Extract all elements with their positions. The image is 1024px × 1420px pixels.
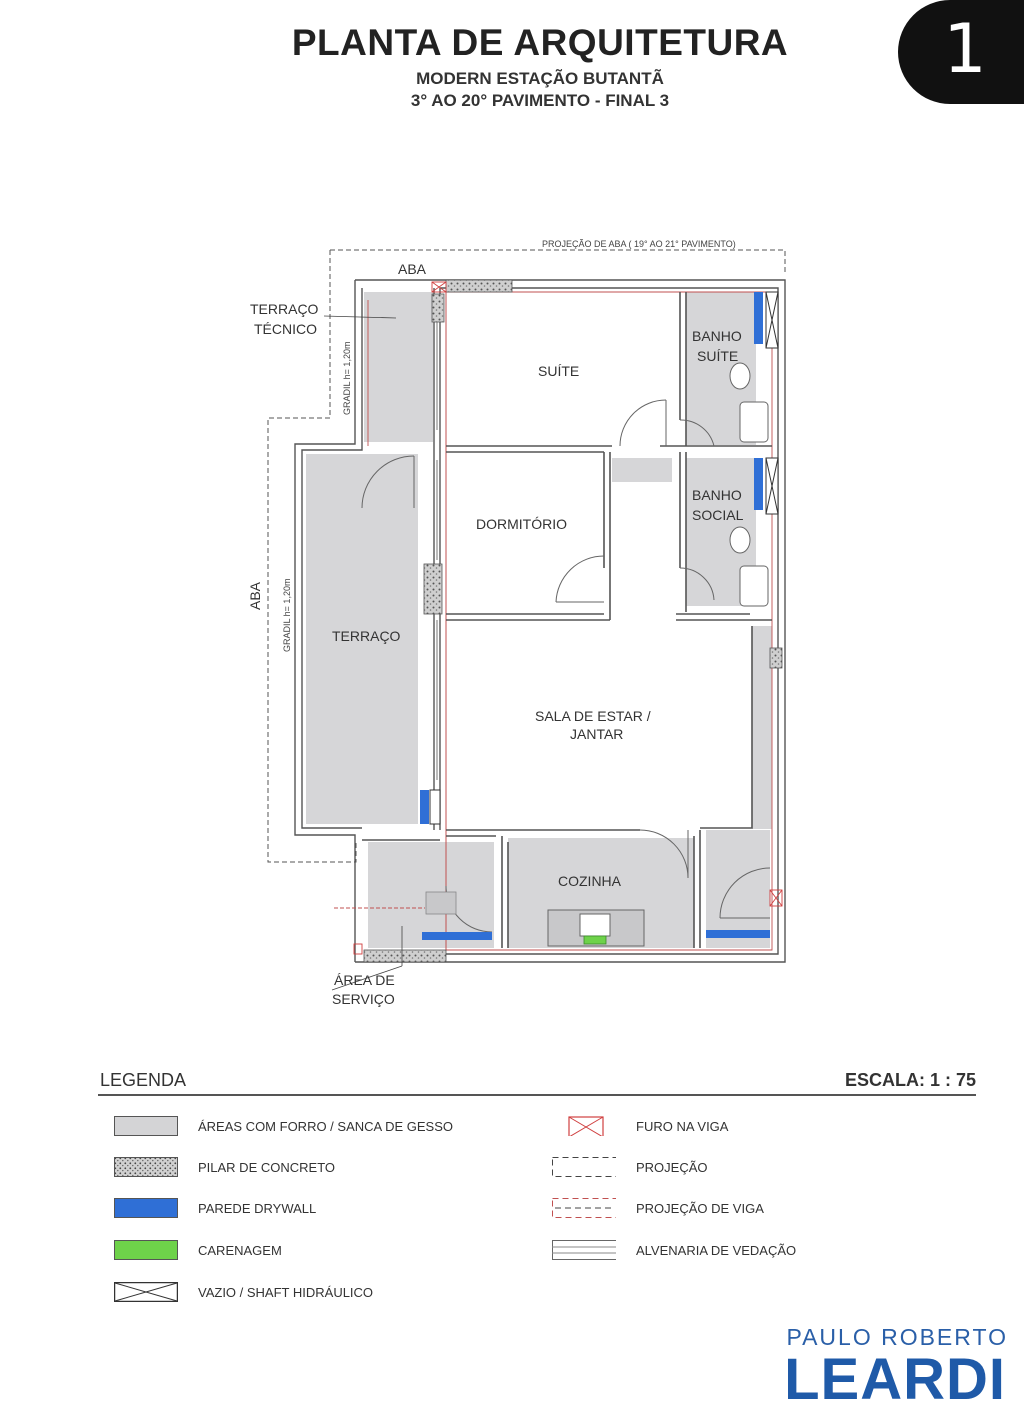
carenagem-swatch xyxy=(114,1240,178,1260)
floor-range: 3° AO 20° PAVIMENTO - FINAL 3 xyxy=(410,91,670,110)
hall-area xyxy=(612,458,672,482)
room-dormitorio: DORMITÓRIO xyxy=(476,516,567,532)
legend-label: CARENAGEM xyxy=(198,1243,282,1258)
page-title: PLANTA DE ARQUITETURA xyxy=(291,22,789,63)
masonry-swatch xyxy=(552,1240,616,1260)
beam-projection-swatch xyxy=(552,1198,616,1218)
legend-label: FURO NA VIGA xyxy=(636,1119,729,1134)
room-area-servico-2: SERVIÇO xyxy=(332,991,395,1007)
room-banho-social-2: SOCIAL xyxy=(692,507,744,523)
drywall-swatch xyxy=(114,1198,178,1218)
room-sala-1: SALA DE ESTAR / xyxy=(535,708,651,724)
sala-side-area xyxy=(752,626,772,829)
terraco-tecnico-area xyxy=(364,292,433,442)
projection-note: PROJEÇÃO DE ABA ( 19° AO 21° PAVIMENTO) xyxy=(542,239,736,249)
legend-title: LEGENDA xyxy=(100,1070,187,1090)
label-gradil-upper: GRADIL h= 1,20m xyxy=(342,341,352,415)
label-aba-top: ABA xyxy=(398,261,427,277)
brand-logo: LEARDI xyxy=(784,1347,1006,1412)
room-area-servico-1: ÁREA DE xyxy=(334,972,395,988)
legend-label: ALVENARIA DE VEDAÇÃO xyxy=(636,1243,797,1258)
gray-fill-swatch xyxy=(114,1116,178,1136)
projection-dashed-swatch xyxy=(552,1157,616,1177)
label-gradil-lower: GRADIL h= 1,20m xyxy=(282,578,292,652)
legend-label: PILAR DE CONCRETO xyxy=(198,1160,336,1175)
room-cozinha: COZINHA xyxy=(558,873,621,889)
room-terraco-tecnico-1: TERRAÇO xyxy=(250,301,319,317)
room-banho-suite-1: BANHO xyxy=(692,328,742,344)
room-sala-2: JANTAR xyxy=(570,726,624,742)
room-suite: SUÍTE xyxy=(538,363,580,379)
room-terraco: TERRAÇO xyxy=(332,628,401,644)
legend-label: PAREDE DRYWALL xyxy=(198,1201,317,1216)
legend-label: ÁREAS COM FORRO / SANCA DE GESSO xyxy=(198,1119,453,1134)
legend-label: PROJEÇÃO xyxy=(636,1160,708,1175)
shaft-x-swatch xyxy=(114,1282,178,1302)
scale-label: ESCALA: 1 : 75 xyxy=(844,1070,976,1090)
kitchen-counter xyxy=(548,910,644,946)
beam-hole-swatch xyxy=(568,1116,632,1136)
concrete-pillar-swatch xyxy=(114,1157,178,1177)
sheet-number: 1 xyxy=(943,10,987,89)
laundry-tank xyxy=(426,892,456,914)
room-banho-social-1: BANHO xyxy=(692,487,742,503)
project-name: MODERN ESTAÇÃO BUTANTÃ xyxy=(416,69,664,88)
brand-name-line1: PAULO ROBERTO xyxy=(786,1324,1008,1350)
room-banho-suite-2: SUÍTE xyxy=(697,348,739,364)
legend-label: PROJEÇÃO DE VIGA xyxy=(636,1201,764,1216)
label-aba-side: ABA xyxy=(247,581,263,610)
legend-divider xyxy=(98,1094,976,1096)
legend-label: VAZIO / SHAFT HIDRÁULICO xyxy=(198,1285,374,1300)
room-terraco-tecnico-2: TÉCNICO xyxy=(254,321,317,337)
